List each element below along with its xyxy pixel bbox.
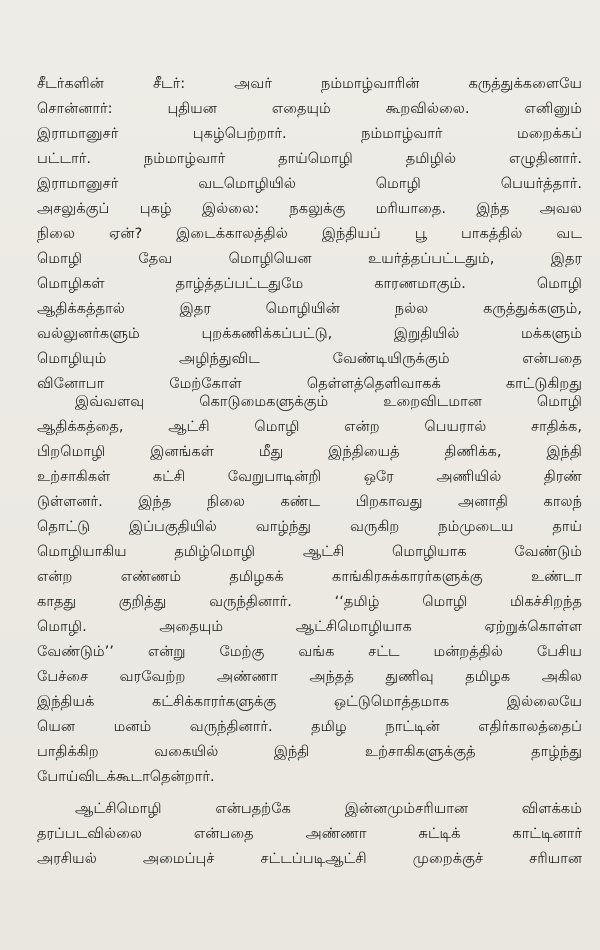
text-line: அசலுக்குப் புகழ் இல்லை: நகலுக்கு மரியாதை. இந்த அவல [37, 200, 582, 217]
text-line: ஆட்சிமொழி என்பதற்கே இன்னமும்சரியான விளக்கம் [75, 800, 582, 817]
text-line: சீடர்களின் சீடர்: அவர் நம்மாழ்வாரின் கருத்துக்களையே [37, 75, 582, 92]
text-line: இராமானுசர் புகழ்பெற்றார். நம்மாழ்வார் மறைக்கப் [37, 125, 582, 142]
text-line: காதது குறித்து வருந்தினார். ‘‘தமிழ் மொழி மிகச்சிறந்த [37, 593, 582, 610]
text-line: சொன்னார்: புதியன எதையும் கூறவில்லை. எனினும் [37, 100, 582, 117]
text-line: என்ற எண்ணம் தமிழகக் காங்கிரசுக்காரர்களுக்கு உண்டா [37, 568, 582, 585]
text-line: மொழி. அதையும் ஆட்சிமொழியாக ஏற்றுக்கொள்ள [37, 618, 582, 635]
text-line: இராமானுசர் வடமொழியில் மொழி பெயர்த்தார். [37, 175, 582, 192]
text-line: ஆதிக்கத்தால் இதர மொழியின் நல்ல கருத்துக்களும், [37, 300, 582, 317]
text-line: இவ்வளவு கொடுமைகளுக்கும் உறைவிடமான மொழி [75, 393, 582, 410]
text-line: வினோபா மேற்கோள் தெள்ளத்தெளிவாகக் காட்டுகிறது [37, 375, 582, 392]
text-line: மொழியாகிய தமிழ்மொழி ஆட்சி மொழியாக வேண்டும் [37, 543, 582, 560]
text-line: தொட்டு இப்பகுதியில் வாழ்ந்து வருகிற நம்முடைய தாய் [37, 518, 582, 535]
text-line: பட்டார். நம்மாழ்வார் தாய்மொழி தமிழில் எழுதினார். [37, 150, 582, 167]
text-line: நிலை ஏன்? இடைக்காலத்தில் இந்தியப் பூ பாகத்தில் வட [37, 225, 582, 242]
text-line: பாதிக்கிற வகையில் இந்தி உற்சாகிகளுக்குத் தாழ்ந்து [37, 743, 582, 760]
text-line: யென மனம் வருந்தினார். தமிழ நாட்டின் எதிர்காலத்தைப் [37, 718, 582, 735]
text-line: பேச்சை வரவேற்ற அண்ணா அந்தத் துணிவு தமிழக அகில [37, 668, 582, 685]
text-line: உற்சாகிகள் கட்சி வேறுபாடின்றி ஒரே அணியில் திரண் [37, 468, 582, 485]
text-line: வல்லுனர்களும் புறக்கணிக்கப்பட்டு, இறுதியில் மக்களும் [37, 325, 582, 342]
text-line: வேண்டும்’’ என்று மேற்கு வங்க சட்ட மன்றத்தில் பேசிய [37, 643, 582, 660]
text-line: தரப்படவில்லை என்பதை அண்ணா சுட்டிக் காட்டினார் [37, 825, 582, 842]
text-line: டுள்ளனர். இந்த நிலை கண்ட பிறகாவது அனாதி காலந் [37, 493, 582, 510]
text-line: ஆதிக்கத்தை, ஆட்சி மொழி என்ற பெயரால் சாதிக்க, [37, 418, 582, 435]
text-line: அரசியல் அமைப்புச் சட்டப்படிஆட்சி முறைக்குச் சரியான [37, 850, 582, 867]
text-line: போய்விடக்கூடாதென்றார். [37, 768, 215, 785]
text-line: மொழியும் அழிந்துவிட வேண்டியிருக்கும் என்பதை [37, 350, 582, 367]
text-line: மொழிகள் தாழ்த்தப்பட்டதுமே காரணமாகும். மொழி [37, 275, 582, 292]
text-line: இந்தியக் கட்சிக்காரர்களுக்கு ஒட்டுமொத்தமாக இல்லையே [37, 693, 582, 710]
text-line: மொழி தேவ மொழியென உயர்த்தப்பட்டதும், இதர [37, 250, 582, 267]
text-line: பிறமொழி இனங்கள் மீது இந்தியைத் திணிக்க, இந்தி [37, 443, 582, 460]
